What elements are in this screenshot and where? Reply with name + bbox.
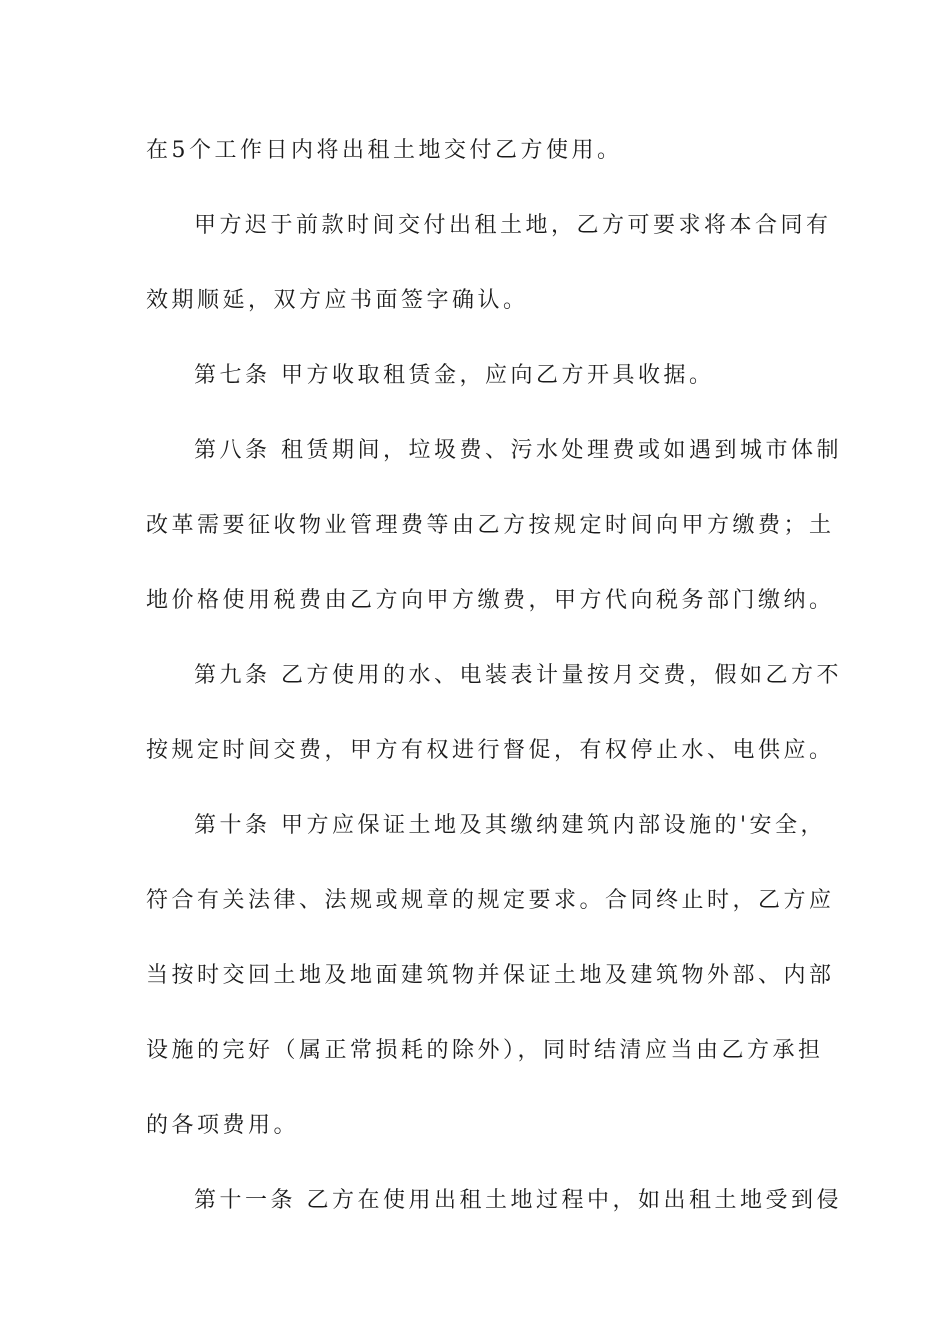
text-line-4: 第七条 甲方收取租赁金，应向乙方开具收据。 <box>194 363 715 388</box>
text-line-5: 第八条 租赁期间，垃圾费、污水处理费或如遇到城市体制 <box>194 438 842 463</box>
text-line-1: 在5个工作日内将出租土地交付乙方使用。 <box>146 138 623 163</box>
text-line-9: 按规定时间交费，甲方有权进行督促，有权停止水、电供应。 <box>146 738 835 763</box>
text-line-7: 地价格使用税费由乙方向甲方缴费，甲方代向税务部门缴纳。 <box>146 588 835 613</box>
text-line-2: 甲方迟于前款时间交付出租土地，乙方可要求将本合同有 <box>194 213 832 238</box>
text-line-12: 当按时交回土地及地面建筑物并保证土地及建筑物外部、内部 <box>146 963 835 988</box>
text-line-14: 的各项费用。 <box>146 1113 300 1138</box>
text-line-10: 第十条 甲方应保证土地及其缴纳建筑内部设施的'安全， <box>194 813 827 838</box>
text-line-15: 第十一条 乙方在使用出租土地过程中，如出租土地受到侵 <box>194 1188 842 1213</box>
text-line-6: 改革需要征收物业管理费等由乙方按规定时间向甲方缴费；土 <box>146 513 835 538</box>
text-line-11: 符合有关法律、法规或规章的规定要求。合同终止时，乙方应 <box>146 888 835 913</box>
text-line-13: 设施的完好（属正常损耗的除外），同时结清应当由乙方承担 <box>146 1038 824 1063</box>
text-line-3: 效期顺延，双方应书面签字确认。 <box>146 288 529 313</box>
text-line-8: 第九条 乙方使用的水、电装表计量按月交费，假如乙方不 <box>194 663 842 688</box>
